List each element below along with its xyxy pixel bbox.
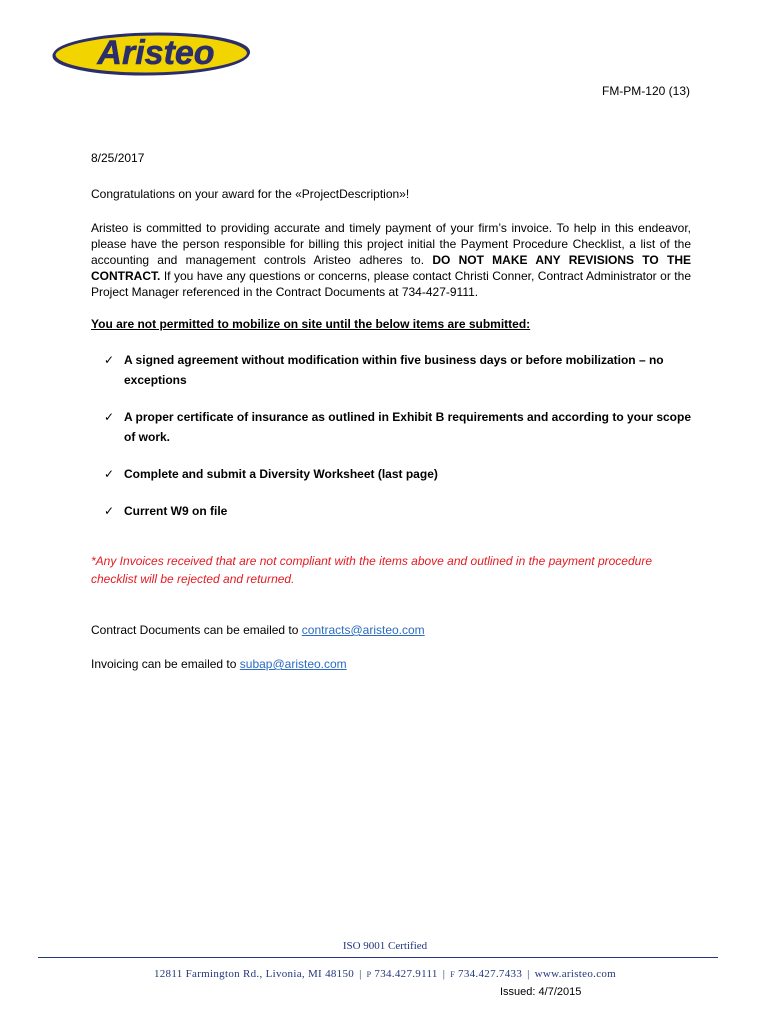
invoice-warning: *Any Invoices received that are not compliant with the items above and outlined in the payment procedure checklist will be rejected and returned. (91, 554, 652, 586)
footer-separator: | (527, 968, 530, 980)
intro-text-1: Aristeo is committed to providing accurate and timely payment of your firm’s invoice. To help in this endeavor, please have the person responsible for billing this project initial the Payment Procedure Checklist, a list of the accounting and management controls Aristeo adheres to. (91, 221, 691, 267)
footer-fax: 734.427.7433 (458, 968, 523, 980)
intro-text-2: If you have any questions or concerns, please contact Christi Conner, Contract Administrator or the Project Manager referenced in the Contract Documents at 734-427-9111. (91, 269, 691, 299)
checklist-item (104, 464, 694, 484)
checklist-item-text: Complete and submit a Diversity Worksheet (last page) (124, 467, 438, 481)
issued-date: Issued: 4/7/2015 (500, 986, 582, 998)
contracts-contact-line (91, 622, 691, 638)
contracts-email-link[interactable]: contracts@aristeo.com (301, 623, 425, 637)
checkmark-icon: ✓ (104, 467, 115, 481)
intro-bold-warning: DO NOT MAKE ANY REVISIONS TO THE CONTRACT. (91, 253, 692, 283)
checklist-item-text: A proper certificate of insurance as outlined in Exhibit B requirements and according to your scope of work. (124, 410, 691, 444)
invoicing-contact-line (91, 656, 691, 672)
checkmark-icon: ✓ (104, 504, 115, 518)
letter-date: 8/25/2017 (91, 151, 145, 165)
aristeo-logo (52, 24, 252, 78)
congratulations-line: Congratulations on your award for the «ProjectDescription»! (91, 187, 410, 201)
intro-paragraph (91, 220, 691, 300)
footer-phone: 734.427.9111 (374, 968, 438, 980)
checklist-item (104, 407, 694, 447)
invoicing-contact-label: Invoicing can be emailed to (91, 657, 240, 671)
checkmark-icon: ✓ (104, 410, 115, 424)
footer-website[interactable]: www.aristeo.com (534, 968, 617, 980)
checklist-item-text: A signed agreement without modification within five business days or before mobilization – no exceptions (124, 353, 664, 387)
logo-text: Aristeo (97, 34, 215, 72)
checklist-item (104, 501, 694, 521)
footer-address: 12811 Farmington Rd., Livonia, MI 48150 (153, 968, 355, 980)
invoicing-email-link[interactable]: subap@aristeo.com (239, 657, 347, 671)
footer-separator: | (442, 968, 446, 980)
form-number: FM-PM-120 (13) (601, 84, 690, 98)
requirements-checklist (104, 350, 694, 538)
phone-prefix: P (366, 970, 372, 979)
mobilize-notice: You are not permitted to mobilize on site until the below items are submitted: (91, 317, 531, 331)
footer-separator: | (359, 968, 362, 980)
checklist-item-text: Current W9 on file (124, 504, 228, 518)
footer-divider (38, 957, 718, 958)
footer-address-line (0, 968, 770, 980)
contracts-contact-label: Contract Documents can be emailed to (91, 623, 302, 637)
iso-certification: ISO 9001 Certified (342, 940, 428, 952)
fax-prefix: F (450, 970, 455, 979)
checklist-item (104, 350, 694, 390)
checkmark-icon: ✓ (104, 353, 115, 367)
